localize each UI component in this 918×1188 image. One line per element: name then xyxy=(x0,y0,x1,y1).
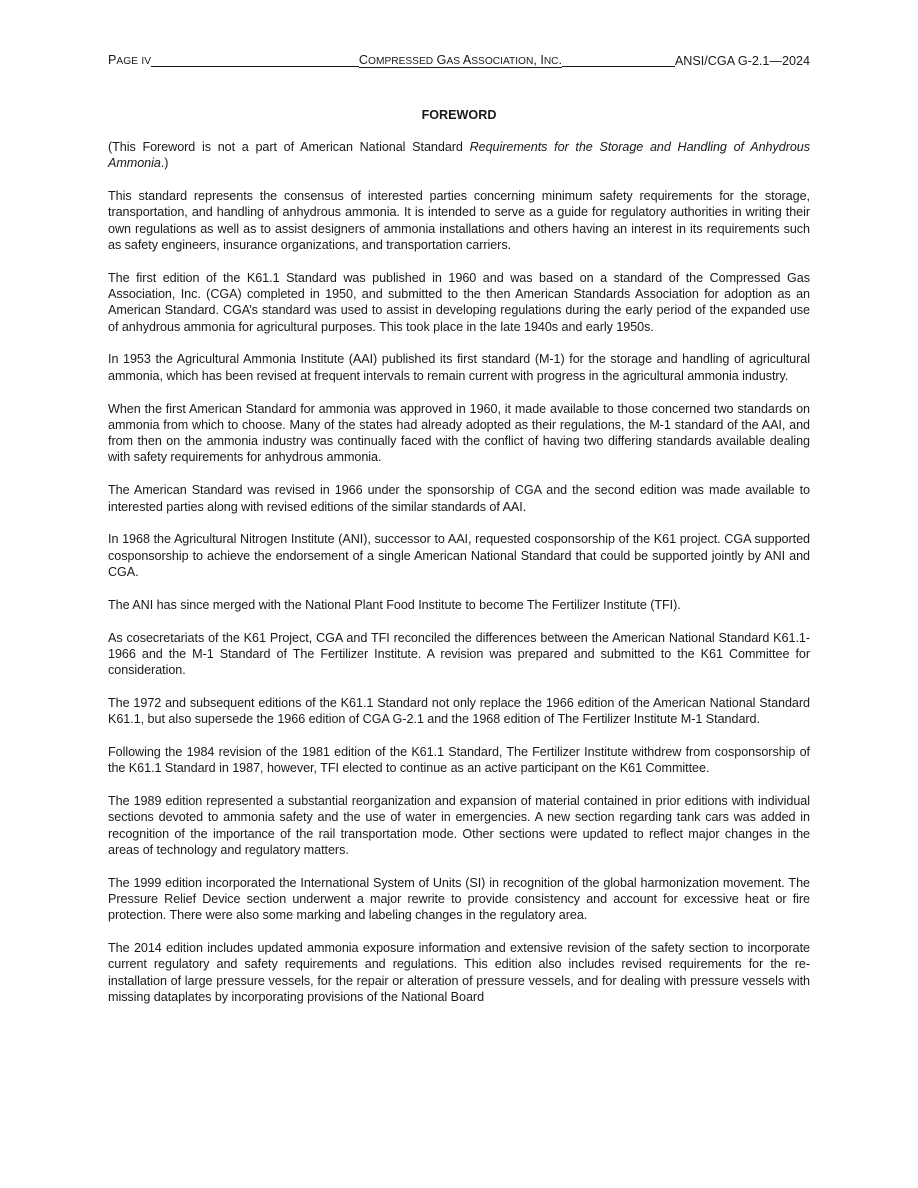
header-organization: COMPRESSED GAS ASSOCIATION, INC. xyxy=(358,53,563,67)
intro-paragraph xyxy=(108,139,810,172)
intro-standard-title: Requirements for the Storage and Handling of Anhydrous Ammonia xyxy=(108,140,810,171)
body-paragraph: The 1972 and subsequent editions of the K61.1 Standard not only replace the 1966 edition of the American National Standard K61.1, but also supersede the 1966 edition of CGA G-2.1 and the 1968 edition of The Fertilizer Institute M-1 Standard. xyxy=(108,695,810,727)
body-paragraph: When the first American Standard for ammonia was approved in 1960, it made available to those concerned two standards on ammonia from which to choose. Many of the states had already adopted as their regulations, the M-1 standard of the AAI, and from then on the ammonia industry was continually faced with the conflict of having two differing standards available dealing with safety requirements for anhydrous ammonia. xyxy=(108,401,810,465)
document-id: ANSI/CGA G-2.1—2024 xyxy=(674,54,810,68)
intro-suffix: .) xyxy=(160,156,169,171)
intro-prefix: (This Foreword is not a part of American National Standard xyxy=(108,140,470,154)
body-paragraph: As cosecretariats of the K61 Project, CGA and TFI reconciled the differences between the American National Standard K61.1-1966 and the M-1 Standard of The Fertilizer Institute. A revision was prepared and submitted to the K61 Committee for consideration. xyxy=(108,630,810,678)
header-rule-left xyxy=(151,52,359,67)
body-paragraph: The American Standard was revised in 1966 under the sponsorship of CGA and the second edition was made available to interested parties along with revised editions of the similar standards of AAI. xyxy=(108,483,810,514)
section-title: FOREWORD xyxy=(421,108,497,122)
body-paragraph: In 1953 the Agricultural Ammonia Institute (AAI) published its first standard (M-1) for the storage and handling of agricultural ammonia, which has been revised at frequent intervals to remain current with progress in the agricultural ammonia industry. xyxy=(108,352,810,383)
body-paragraph: This standard represents the consensus of interested parties concerning minimum safety requirements for the storage, transportation, and handling of anhydrous ammonia. It is intended to serve as a guide for regulatory authorities in writing their own regulations as well as to assist designers of ammonia installations and others having an interest in its requirements such as safety engineers, insurance organizations, and transportation carriers. xyxy=(108,189,810,252)
running-header xyxy=(108,52,810,70)
body-paragraph: In 1968 the Agricultural Nitrogen Institute (ANI), successor to AAI, requested cosponsorship of the K61 project. CGA supported cosponsorship to achieve the endorsement of a single American National Standard that could be supported jointly by ANI and CGA. xyxy=(108,532,810,579)
body-paragraph: Following the 1984 revision of the 1981 edition of the K61.1 Standard, The Fertilizer Institute withdrew from cosponsorship of the K61.1 Standard in 1987, however, TFI elected to continue as an active participant on the K61 Committee. xyxy=(108,745,810,776)
body-paragraph: The ANI has since merged with the National Plant Food Institute to become The Fertilizer Institute (TFI). xyxy=(108,597,681,612)
header-rule-right xyxy=(562,52,675,67)
body-paragraph: The 1999 edition incorporated the International System of Units (SI) in recognition of the global harmonization movement. The Pressure Relief Device section underwent a major rewrite to provide consistency and account for excessive heat or fire protection. There were also some marking and labeling changes in the regulatory area. xyxy=(108,875,810,923)
body-paragraph: The 2014 edition includes updated ammonia exposure information and extensive revision of the safety section to incorporate current regulatory and safety requirements and regulations. This edition also includes revised requirements for the re-installation of large pressure vessels, for the repair or alteration of pressure vessels, and for dealing with pressure vessels with missing dataplates by incorporating provisions of the National Board xyxy=(108,941,810,1005)
body-paragraph: The 1989 edition represented a substantial reorganization and expansion of material contained in prior editions with individual sections devoted to ammonia safety and the use of water in emergencies. A new section regarding tank cars was added in recognition of the importance of the rail transportation mode. Other sections were updated to reflect major changes in the areas of technology and regulatory matters. xyxy=(108,794,810,857)
document-page xyxy=(108,52,810,1022)
body-paragraph: The first edition of the K61.1 Standard was published in 1960 and was based on a standard of the Compressed Gas Association, Inc. (CGA) completed in 1950, and submitted to the then American Standards Association for adoption as an American Standard. CGA’s standard was used to assist in developing regulations during the early period of the expanded use of anhydrous ammonia for agricultural purposes. This took place in the late 1940s and early 1950s. xyxy=(108,270,810,334)
page-label: PAGE IV xyxy=(108,53,152,67)
